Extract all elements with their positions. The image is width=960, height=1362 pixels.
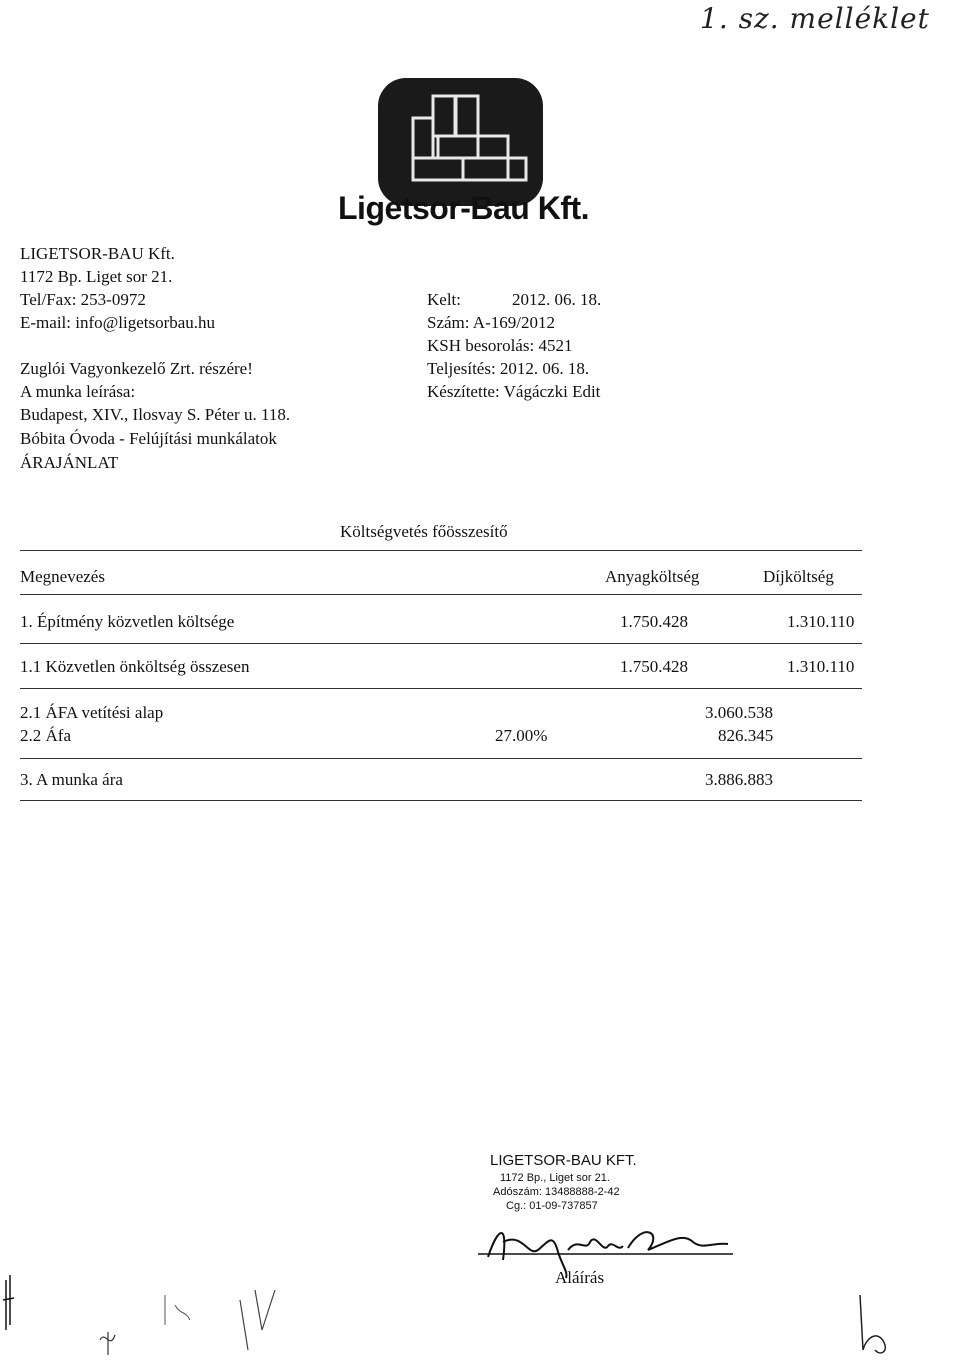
vat-base-name: 2.1 ÁFA vetítési alap xyxy=(20,703,164,722)
total-name: 3. A munka ára xyxy=(20,770,123,789)
signature-label: Aláírás xyxy=(555,1268,605,1287)
header-material: Anyagköltség xyxy=(605,567,700,586)
table-rule-row1 xyxy=(20,643,862,644)
company-logo xyxy=(378,78,543,206)
table-rule-row2 xyxy=(20,688,862,689)
bricks-logo-icon xyxy=(378,78,543,206)
ksh-classification: KSH besorolás: 4521 xyxy=(427,336,573,355)
table-rule-top xyxy=(20,550,862,551)
header-name: Megnevezés xyxy=(20,567,105,586)
margin-scribbles xyxy=(0,1270,300,1360)
table-rule-bottom xyxy=(20,800,862,801)
annex-note: 1. sz. melléklet xyxy=(700,2,930,35)
work-location: Budapest, XIV., Ilosvay S. Péter u. 118. xyxy=(20,405,291,424)
completion-date: Teljesítés: 2012. 06. 18. xyxy=(427,359,590,378)
row-2-fee: 1.310.110 xyxy=(787,657,855,676)
summary-title: Költségvetés főösszesítő xyxy=(340,522,508,541)
work-description: Bóbita Óvoda - Felújítási munkálatok xyxy=(20,429,277,448)
client-recipient: Zuglói Vagyonkezelő Zrt. részére! xyxy=(20,359,253,378)
row-2-name: 1.1 Közvetlen önköltség összesen xyxy=(20,657,250,676)
document-type: ÁRAJÁNLAT xyxy=(20,453,119,472)
header-fee: Díjköltség xyxy=(763,567,834,586)
company-email: E-mail: info@ligetsorbau.hu xyxy=(20,313,216,332)
work-label: A munka leírása: xyxy=(20,382,136,401)
row-1-name: 1. Építmény közvetlen költsége xyxy=(20,612,235,631)
company-address: 1172 Bp. Liget sor 21. xyxy=(20,267,173,286)
row-2-material: 1.750.428 xyxy=(620,657,688,676)
total-value: 3.886.883 xyxy=(705,770,773,789)
document-number: Szám: A-169/2012 xyxy=(427,313,555,332)
vat-base-value: 3.060.538 xyxy=(705,703,773,722)
stamp-address: 1172 Bp., Liget sor 21. xyxy=(500,1172,610,1184)
kelt-value: 2012. 06. 18. xyxy=(512,290,602,309)
company-name: LIGETSOR-BAU Kft. xyxy=(20,244,175,263)
row-1-fee: 1.310.110 xyxy=(787,612,855,631)
row-1-material: 1.750.428 xyxy=(620,612,688,631)
stamp-cg: Cg.: 01-09-737857 xyxy=(506,1200,598,1212)
table-rule-vat xyxy=(20,758,862,759)
kelt-label: Kelt: xyxy=(427,290,461,309)
vat-name: 2.2 Áfa xyxy=(20,726,71,745)
stamp-tax: Adószám: 13488888-2-42 xyxy=(493,1186,620,1198)
company-telfax: Tel/Fax: 253-0972 xyxy=(20,290,146,309)
margin-initial xyxy=(845,1290,905,1360)
vat-value: 826.345 xyxy=(718,726,774,745)
table-rule-header xyxy=(20,594,862,595)
logo-wordmark: Ligetsor-Bau Kft. xyxy=(338,190,590,226)
prepared-by: Készítette: Vágáczki Edit xyxy=(427,382,601,401)
vat-rate: 27.00% xyxy=(495,726,548,745)
stamp-name: LIGETSOR-BAU KFT. xyxy=(490,1152,637,1169)
